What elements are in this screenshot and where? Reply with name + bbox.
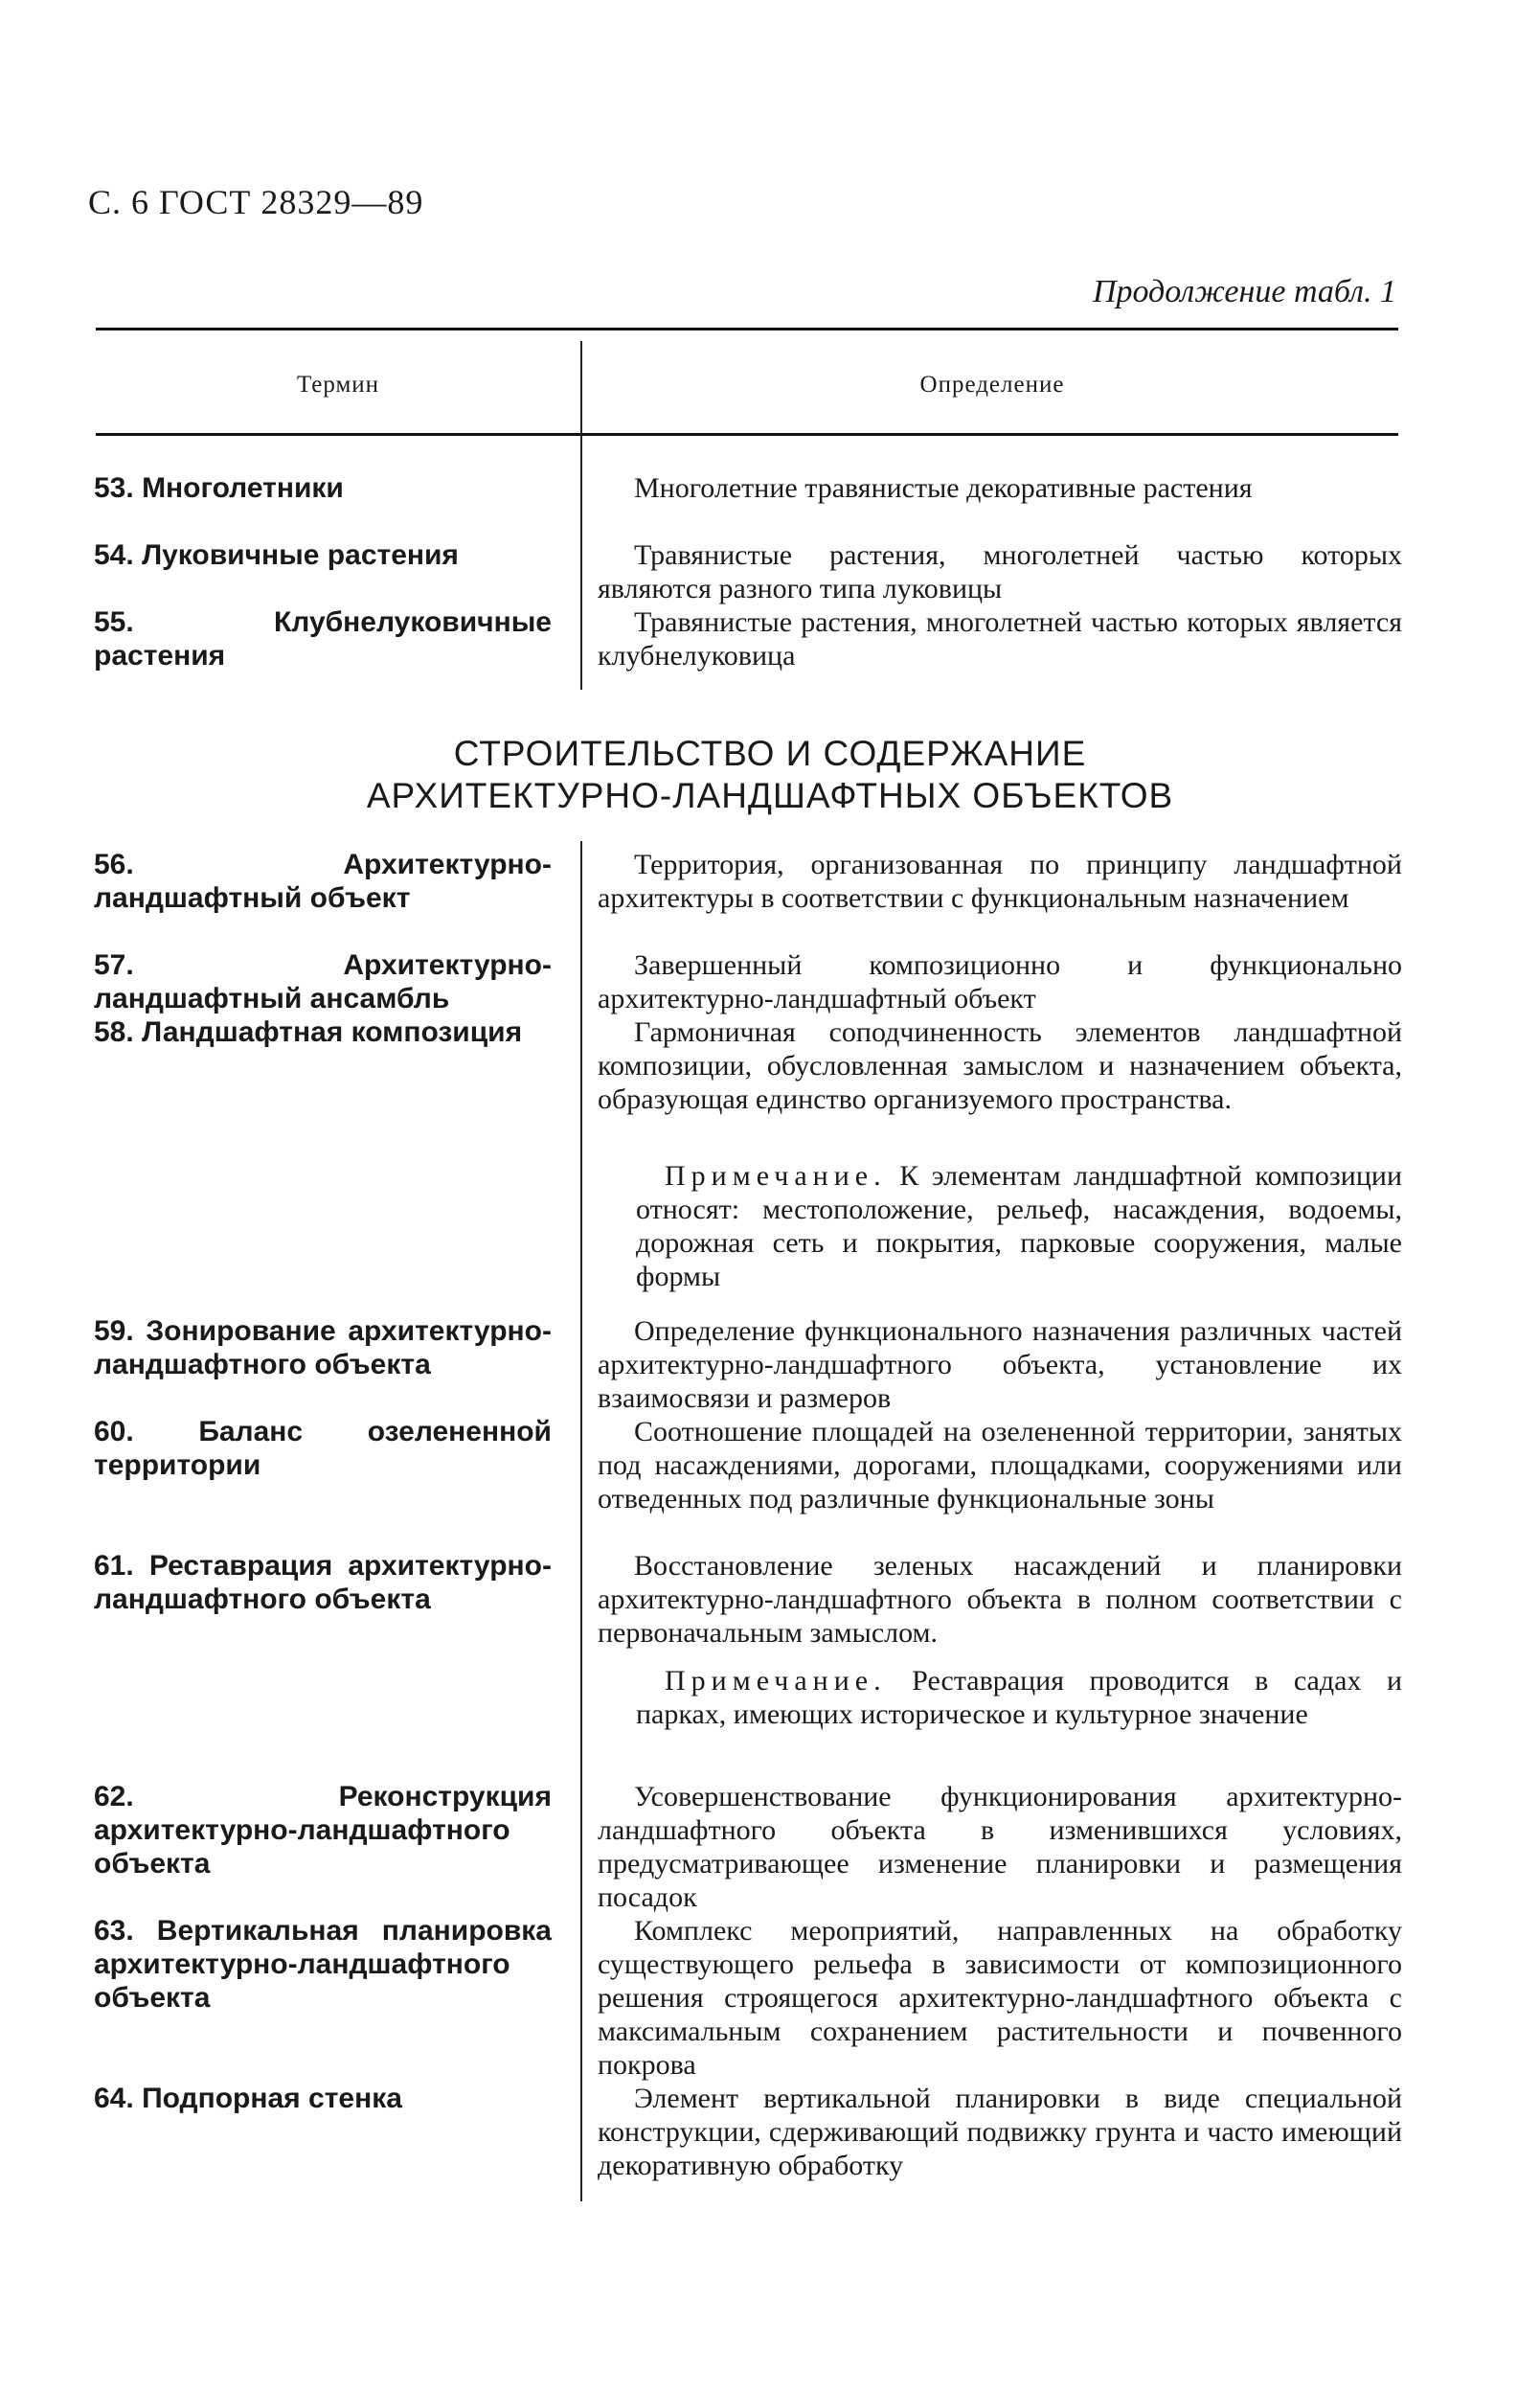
term-number: 55. [94,606,134,638]
table-header-rule [96,433,1398,436]
term-number: 53. [94,472,134,504]
column-header-definition: Определение [919,372,1065,398]
section-title-line: АРХИТЕКТУРНО-ЛАНДШАФТНЫХ ОБЪЕКТОВ [366,776,1174,815]
term-number: 61. [94,1550,134,1582]
table-top-rule [96,328,1398,330]
term-text: Луковичные растения [142,539,459,571]
term-cell [94,848,552,915]
term-number: 54. [94,539,134,571]
definition-cell: Травянистые растения, многолетней частью которых являются разного типа луковицы [598,539,1402,604]
term-number: 64. [94,2083,134,2114]
term-cell [94,471,552,505]
term-text: Зонирование архитектурно-ландшафтного объекта [94,1315,552,1380]
term-cell [94,2082,552,2115]
term-number: 58. [94,1016,134,1048]
note-label: Примечание. [665,1665,887,1697]
term-text: Подпорная стенка [142,2083,402,2114]
note-cell [636,1159,1402,1293]
definition-cell: Гармоничная соподчиненность элементов ландшафтной композиции, обусловленная замыслом и назначением объекта, образующая единство организуемого пространства. [598,1016,1402,1115]
column-divider [580,841,582,2201]
table-continuation-label: Продолжение табл. 1 [1092,274,1396,309]
term-number: 59. [94,1315,134,1347]
definition-cell: Соотношение площадей на озелененной территории, занятых под насаждениями, дорогами, площадками, сооружениями или отведенных под различные функциональные зоны [598,1416,1402,1515]
note-label: Примечание. [665,1160,887,1192]
note-text: Реставрация проводится в садах и парках, имеющих историческое и культурное значение [636,1665,1403,1730]
definition-cell: Травянистые растения, многолетней частью которых является клубнелуковица [598,606,1402,672]
term-text: Ландшафтная композиция [142,1016,523,1048]
term-cell [94,1314,552,1381]
term-number: 57. [94,949,134,981]
column-divider [580,341,582,690]
definition-cell: Многолетние травянистые декоративные растения [634,472,1253,504]
definition-cell: Восстановление зеленых насаждений и планировки архитектурно-ландшафтного объекта в полном соответствии с первоначальным замыслом. [598,1550,1402,1649]
page-header: С. 6 ГОСТ 28329—89 [88,183,424,221]
definition-cell: Определение функционального назначения различных частей архитектурно-ландшафтного объекта, установление их взаимосвязи и размеров [598,1315,1402,1414]
term-cell [94,1549,552,1616]
term-cell [94,1780,552,1880]
definition-cell: Комплекс мероприятий, направленных на обработку существующего рельефа в зависимости от композиционного решения строящегося архитектурно-ландшафтного объекта с максимальным сохранением растительности и почвенного покрова [598,1915,1402,2081]
term-text: Архитектурно-ландшафтный ансамбль [94,949,552,1014]
term-text: Вертикальная планировка архитектурно-ландшафтного объекта [94,1915,552,2014]
term-text: Реконструкция архитектурно-ландшафтного объекта [94,1781,552,1879]
term-cell [94,948,552,1015]
term-number: 56. [94,849,134,880]
column-header-term: Термин [296,372,380,398]
term-text: Реставрация архитектурно-ландшафтного объекта [94,1550,552,1615]
definition-cell: Территория, организованная по принципу ландшафтной архитектуры в соответствии с функциональным назначением [598,849,1402,914]
term-cell [94,1415,552,1482]
term-text: Баланс озелененной территории [94,1416,552,1481]
term-cell [94,538,552,572]
definition-cell: Элемент вертикальной планировки в виде специальной конструкции, сдерживающий подвижку грунта и часто имеющий декоративную обработку [598,2083,1402,2181]
section-title-line: СТРОИТЕЛЬСТВО И СОДЕРЖАНИЕ [453,734,1087,773]
term-text: Многолетники [142,472,344,504]
note-text: К элементам ландшафтной композиции относят: местоположение, рельеф, насаждения, водоемы, дорожная сеть и покрытия, парковые сооружения, малые формы [636,1160,1403,1292]
term-cell [94,605,552,672]
term-number: 63. [94,1915,134,1947]
definition-cell: Усовершенствование функционирования архитектурно-ландшафтного объекта в изменившихся условиях, предусматривающее изменение планировки и размещения посадок [598,1781,1402,1913]
term-text: Архитектурно-ландшафтный объект [94,849,552,914]
term-number: 60. [94,1416,134,1447]
section-title [0,733,1540,817]
definition-cell: Завершенный композиционно и функционально архитектурно-ландшафтный объект [598,949,1402,1014]
note-cell [636,1664,1402,1731]
term-number: 62. [94,1781,134,1812]
term-cell [94,1015,552,1049]
term-cell [94,1914,552,2015]
term-text: Клубнелуковичные растения [94,606,552,672]
